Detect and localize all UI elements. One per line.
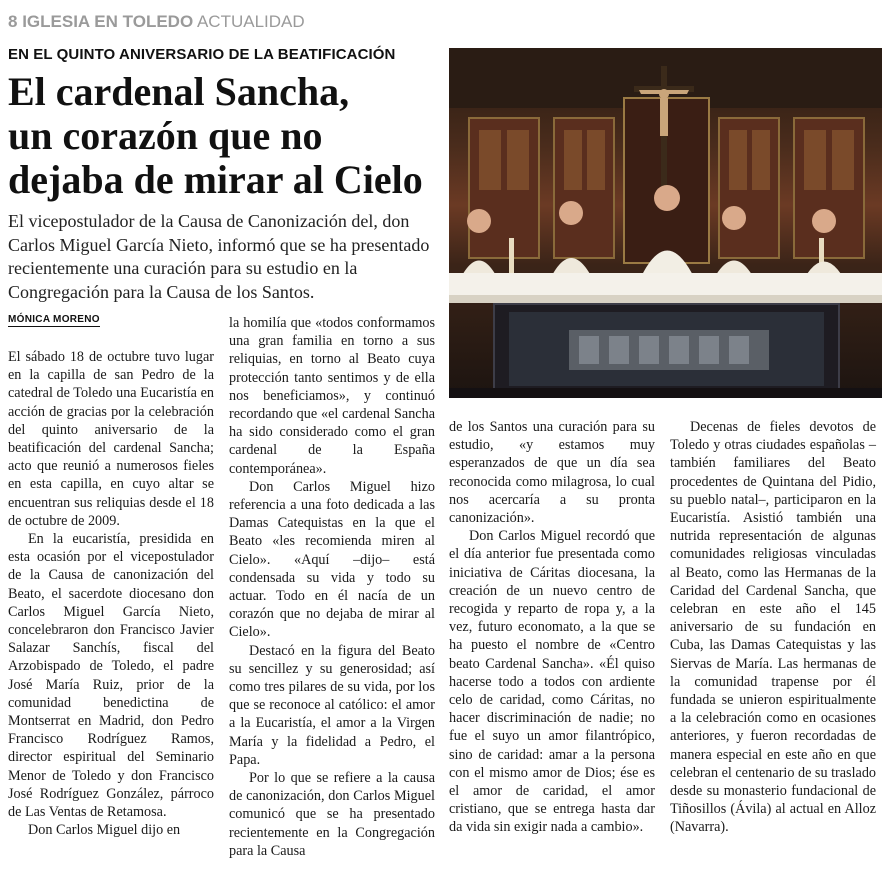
body-paragraph: Don Carlos Miguel dijo en (28, 822, 181, 839)
body-paragraph: Decenas de fieles devotos de Toledo y otras ciudades españolas –también familiares del Beato procedentes de Quintana del Pidio, su pueblo natal–, participaron en la Eucaristía. Asistió también una nutrida representación de algunas comunidades religiosas vinculadas al Beato, como las Hermanas de la Caridad del Cardenal Sancha, que celebran en este año el 145 aniversario de su fundación en Cuba, las Damas Catequistas y las Siervas de María. Las hermanas de la comunidad trapense por él fundada se unieron espiritualmente a la celebración como en ocasiones anteriores, y fueron recordadas de manera especial en este año en que celebran el centenario de su traslado desde su monasterio fundacional de Tiñosillos (Ávila) al actual en Alloz (Navarra). (670, 419, 877, 836)
body-paragraph: la homilía que «todos conformamos una gran familia en torno a sus reliquias, en torno al Beato cuya protección tanto sentimos y de ella nos beneficiamos», y continuó recordando que «el cardenal Sancha ha sido considerado como el gran cardenal de la España contemporánea». (229, 315, 435, 477)
page-header (8, 12, 305, 32)
section-name: IGLESIA EN TOLEDO (22, 12, 194, 31)
body-paragraph: En la eucaristía, presidida en esta ocasión por el vicepostulador de la Causa de canonización del Beato, el sacerdote diocesano don Carlos Miguel García Nieto, concelebraron don Francisco Javier Salazar Sanchís, fiscal del Arzobispado de Toledo, el padre José María Ruiz, prior de la comunidad benedictina de Montserrat en Madrid, don Pedro Francisco Rodríguez Ramos, director espiritual del Seminario Menor de Toledo y don Francisco José Rodríguez González, párroco de Las Ventas de Retamosa. (8, 531, 214, 821)
article-headline (8, 70, 440, 202)
article-subhead: El vicepostulador de la Causa de Canonización del, don Carlos Miguel García Nieto, informó que se ha presentado recientemente una curación para su estudio en la Congregación para la Causa de los Santos. (8, 211, 430, 302)
article-column-1 (8, 348, 214, 839)
article-photo (449, 48, 882, 398)
subsection-name: ACTUALIDAD (196, 12, 305, 31)
article-kicker: EN EL QUINTO ANIVERSARIO DE LA BEATIFICACIÓN (8, 46, 396, 63)
page-number: 8 (8, 12, 18, 31)
body-paragraph: Por lo que se refiere a la causa de canonización, don Carlos Miguel comunicó que se ha presentado recientemente en la Congregación para la Causa (229, 770, 435, 859)
headline-line: El cardenal Sancha, (8, 69, 350, 114)
article-column-4 (670, 418, 876, 837)
headline-line: dejaba de mirar al Cielo (8, 157, 423, 202)
body-paragraph: El sábado 18 de octubre tuvo lugar en la capilla de san Pedro de la catedral de Toledo una Eucaristía en acción de gracias por la celebración del quinto aniversario de la beatificación del cardenal Sancha; acto que reunió a numerosos fieles en esta capilla, en cuyo altar se encuentran sus reliquias desde el 18 de octubre de 2009. (8, 349, 214, 529)
article-column-3 (449, 418, 655, 837)
headline-line: un corazón que no (8, 113, 323, 158)
article-column-2 (229, 314, 435, 860)
body-paragraph: Don Carlos Miguel recordó que el día anterior fue presentada como iniciativa de Cáritas diocesana, la creación de un nuevo centro de recogida y reparto de ropa y, a la vez, futuro economato, a la que se ha puesto el nombre de «Centro beato Cardenal Sancha». «Él quiso hacerse todo a todos con ardiente celo de caridad, como Cáritas, no hacer discriminación de nadie; no fue el suyo un amor filantrópico, sino de caridad: amar a la persona con el mismo amor de Dios; ése es el amor de caridad, el amor cristiano, que se entrega hasta dar da vida sin exigir nada a cambio». (449, 528, 655, 836)
byline: MÓNICA MORENO (8, 314, 100, 325)
altar-mass-photo (449, 48, 882, 398)
body-paragraph: Destacó en la figura del Beato su sencillez y su generosidad; así como tres pilares de su vida, por los que se reconoce al católico: el amor a la Eucaristía, el amor a la Virgen María y la fidelidad a Pedro, el Papa. (229, 642, 435, 768)
body-paragraph: de los Santos una curación para su estudio, «y estamos muy esperanzados de que un día sea reconocida como milagrosa, lo cual nos acercaría a su pronta canonización». (449, 419, 655, 527)
body-paragraph: Don Carlos Miguel hizo referencia a una foto dedicada a las Damas Catequistas en la que el Beato «les recomienda miren al Cielo». «Aquí –dijo– está condensada su vida y todo su actuar. Todo en él nacía de un corazón que no dejaba de mirar al Cielo». (229, 478, 435, 641)
